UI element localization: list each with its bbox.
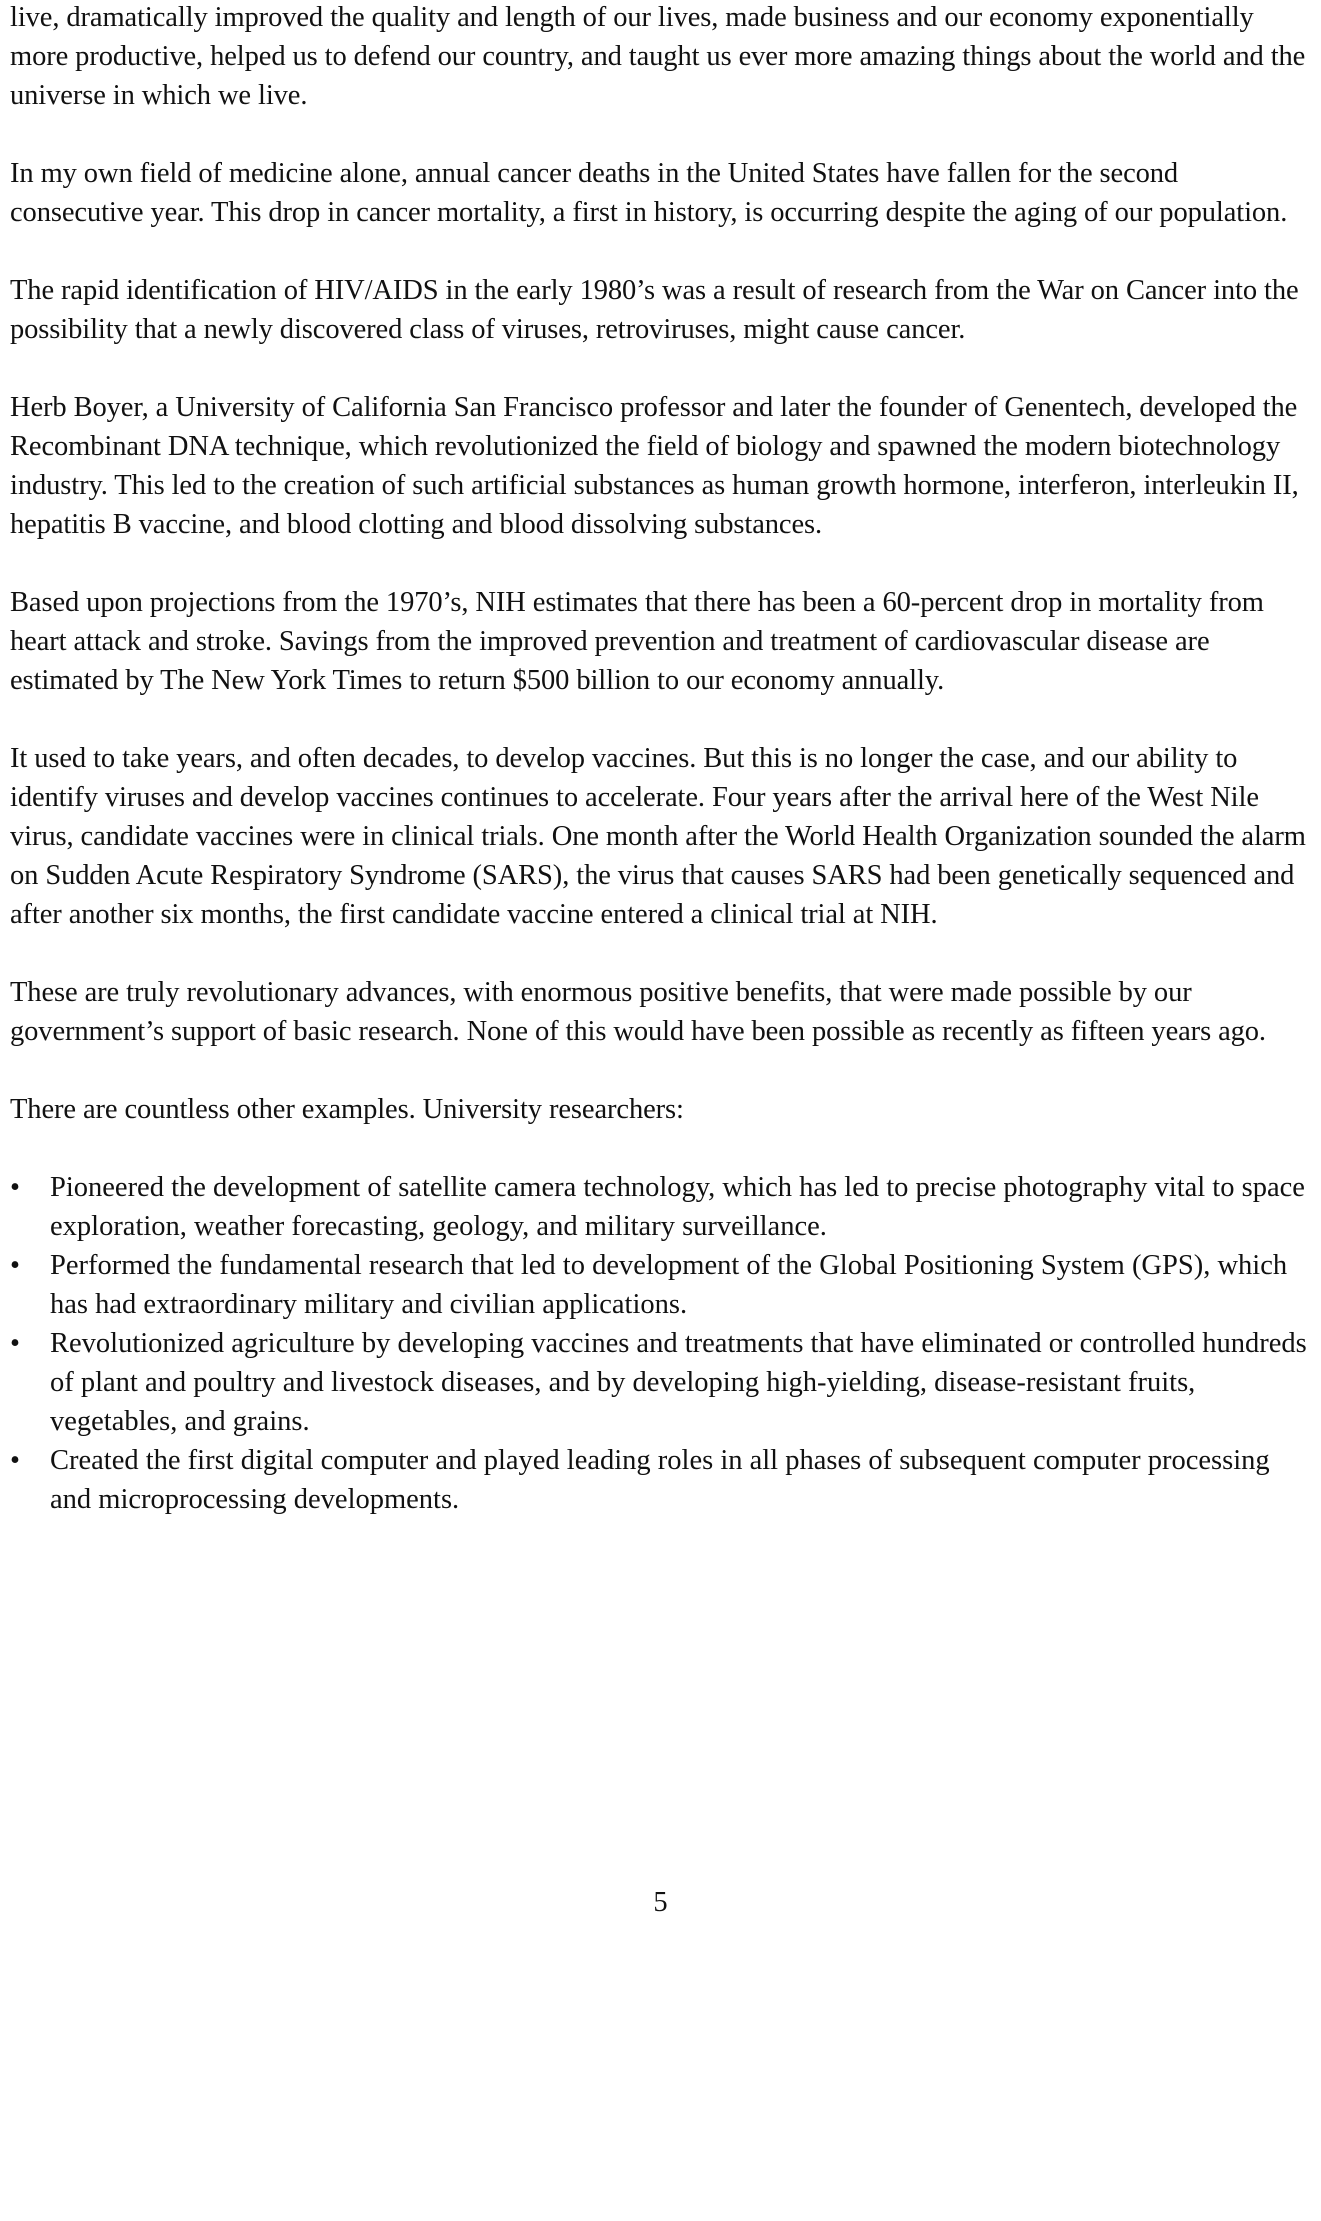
bullet-item: [10, 1441, 1310, 1519]
paragraph-countless-examples: There are countless other examples. University researchers:: [10, 1094, 684, 1125]
bullet-text: Performed the fundamental research that led to development of the Global Positioning System (GPS), which has had extraordinary military and civilian applications.: [50, 1250, 1288, 1320]
paragraph-hiv-aids: The rapid identification of HIV/AIDS in the early 1980’s was a result of research from the War on Cancer into the possibility that a newly discovered class of viruses, retroviruses, might cause cancer.: [10, 275, 1299, 345]
paragraph-cancer-deaths: In my own field of medicine alone, annual cancer deaths in the United States have fallen for the second consecutive year. This drop in cancer mortality, a first in history, is occurring despite the aging of our population.: [10, 158, 1288, 228]
paragraph-nih-projections: Based upon projections from the 1970’s, NIH estimates that there has been a 60-percent drop in mortality from heart attack and stroke. Savings from the improved prevention and treatment of cardiovascular disease are estimated by The New York Times to return $500 billion to our economy annually.: [10, 587, 1264, 696]
bullet-item: [10, 1168, 1310, 1246]
paragraph-vaccines: It used to take years, and often decades, to develop vaccines. But this is no longer the case, and our ability to identify viruses and develop vaccines continues to accelerate. Four years after the arrival here of the West Nile virus, candidate vaccines were in clinical trials. One month after the World Health Organization sounded the alarm on Sudden Acute Respiratory Syndrome (SARS), the virus that causes SARS had been genetically sequenced and after another six months, the first candidate vaccine entered a clinical trial at NIH.: [10, 743, 1306, 930]
bullet-text: Created the first digital computer and played leading roles in all phases of subsequent computer processing and microprocessing developments.: [50, 1445, 1270, 1515]
bullet-marker: •: [10, 1172, 20, 1203]
bullet-item: [10, 1324, 1310, 1441]
paragraph-research-benefits: live, dramatically improved the quality and length of our lives, made business and our economy exponentially more productive, helped us to defend our country, and taught us ever more amazing things about the world and the universe in which we live.: [10, 2, 1306, 111]
bullet-text: Pioneered the development of satellite camera technology, which has led to precise photography vital to space exploration, weather forecasting, geology, and military surveillance.: [50, 1172, 1305, 1242]
paragraph-herb-boyer: Herb Boyer, a University of California San Francisco professor and later the founder of Genentech, developed the Recombinant DNA technique, which revolutionized the field of biology and spawned the modern biotechnology industry. This led to the creation of such artificial substances as human growth hormone, interferon, interleukin II, hepatitis B vaccine, and blood clotting and blood dissolving substances.: [10, 392, 1299, 540]
bullet-list-university-research: [10, 1168, 1310, 1519]
bullet-marker: •: [10, 1328, 20, 1359]
bullet-item: [10, 1246, 1310, 1324]
bullet-text: Revolutionized agriculture by developing vaccines and treatments that have eliminated or controlled hundreds of plant and poultry and livestock diseases, and by developing high-yielding, disease-resistant fruits, vegetables, and grains.: [50, 1328, 1307, 1437]
bullet-marker: •: [10, 1445, 20, 1476]
paragraph-revolutionary-advances: These are truly revolutionary advances, with enormous positive benefits, that were made possible by our government’s support of basic research. None of this would have been possible as recently as fifteen years ago.: [10, 977, 1266, 1047]
document-page: [10, 0, 1310, 1519]
bullet-marker: •: [10, 1250, 20, 1281]
page-number: 5: [653, 1887, 668, 1918]
